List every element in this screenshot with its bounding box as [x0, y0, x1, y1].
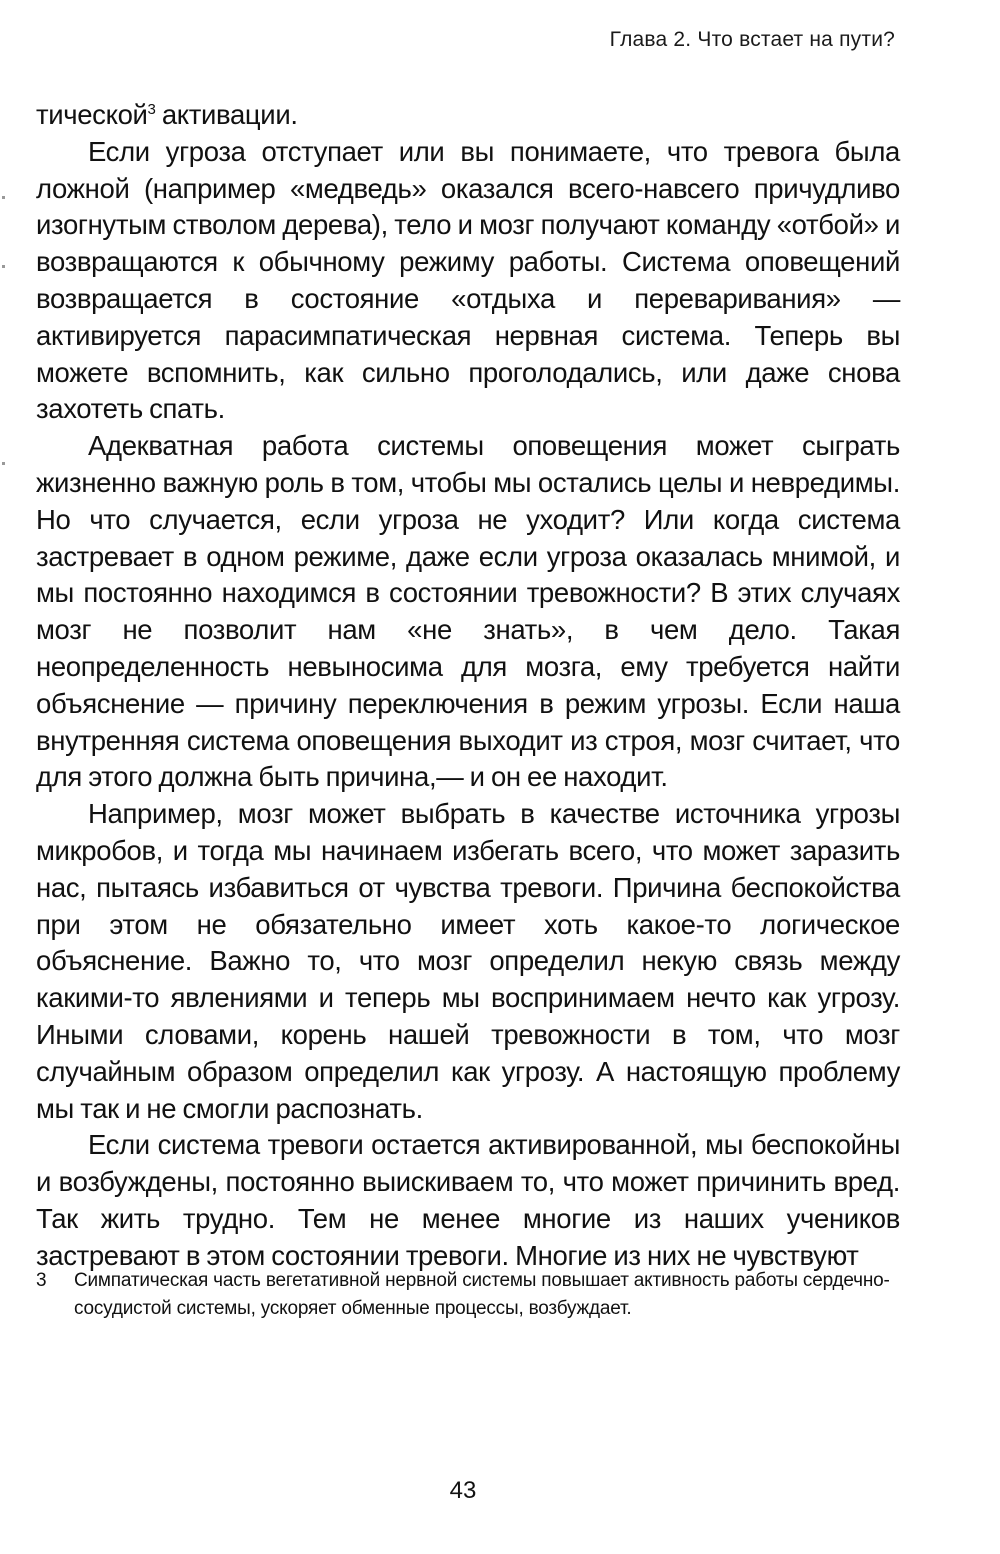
footnote-reference: 3 [147, 100, 156, 118]
paragraph: Адекватная работа системы оповещения может сыграть жизненно важную роль в том, чтобы мы остались целы и невредимы. Но что случается, если угроза не уходит? Или когда система застревает в одном режиме, даже если угроза оказалась мнимой, и мы постоянно находимся в состоянии тревожности? В этих случаях мозг не позволит нам «не знать», в чем дело. Такая неопределенность невыносима для мозга, ему требуется найти объяснение — причину переключения в режим угрозы. Если наша внутренняя система оповещения выходит из строя, мозг считает, что для этого должна быть причина,— и он ее находит. [36, 430, 900, 793]
scan-edge-mark [2, 196, 5, 199]
page-number: 43 [449, 1477, 477, 1504]
paragraph: Например, мозг может выбрать в качестве источника угрозы микробов, и тогда мы начинаем избегать всего, что может заразить нас, пытаясь избавиться от чувства тревоги. Причина беспокойства при этом не обязательно имеет хоть какое-то логическое объяснение. Важно то, что мозг определил некую связь между какими-то явлениями и теперь мы воспринимаем нечто как угрозу. Иными словами, корень нашей тревожности в том, что мозг случайным образом определил как угрозу. А настоящую проблему мы так и не смогли распознать. [36, 798, 900, 1124]
scan-edge-mark [2, 462, 5, 465]
paragraph: Если угроза отступает или вы понимаете, что тревога была ложной (например «медведь» оказался всего-навсего причудливо изогнутым стволом дерева), тело и мозг получают команду «отбой» и возвращаются к обычному режиму работы. Система оповещений возвращается в состояние «отдыха и переваривания» — активируется парасимпатическая нервная система. Теперь вы можете вспомнить, как сильно проголодались, или даже снова захотеть спать. [36, 135, 900, 425]
paragraph-text: активации. [155, 99, 298, 130]
body-text [36, 97, 900, 1275]
footnote-number: 3 [36, 1270, 47, 1291]
paragraph-text: тической [36, 99, 148, 130]
scan-edge-mark [2, 265, 5, 268]
running-header: Глава 2. Что встает на пути? [609, 28, 895, 51]
footnote [36, 1267, 904, 1323]
paragraph: Если система тревоги остается активированной, мы беспокойны и возбуждены, постоянно выискиваем то, что может причинить вред. Так жить трудно. Тем не менее многие из наших учеников застревают в этом состоянии тревоги. Многие из них не чувствуют [36, 1129, 900, 1271]
footnote-text: Симпатическая часть вегетативной нервной системы повышает активность работы сердечно-сосудистой системы, ускоряет обменные процессы, возбуждает. [74, 1270, 890, 1319]
paragraph-continuation [36, 97, 900, 134]
